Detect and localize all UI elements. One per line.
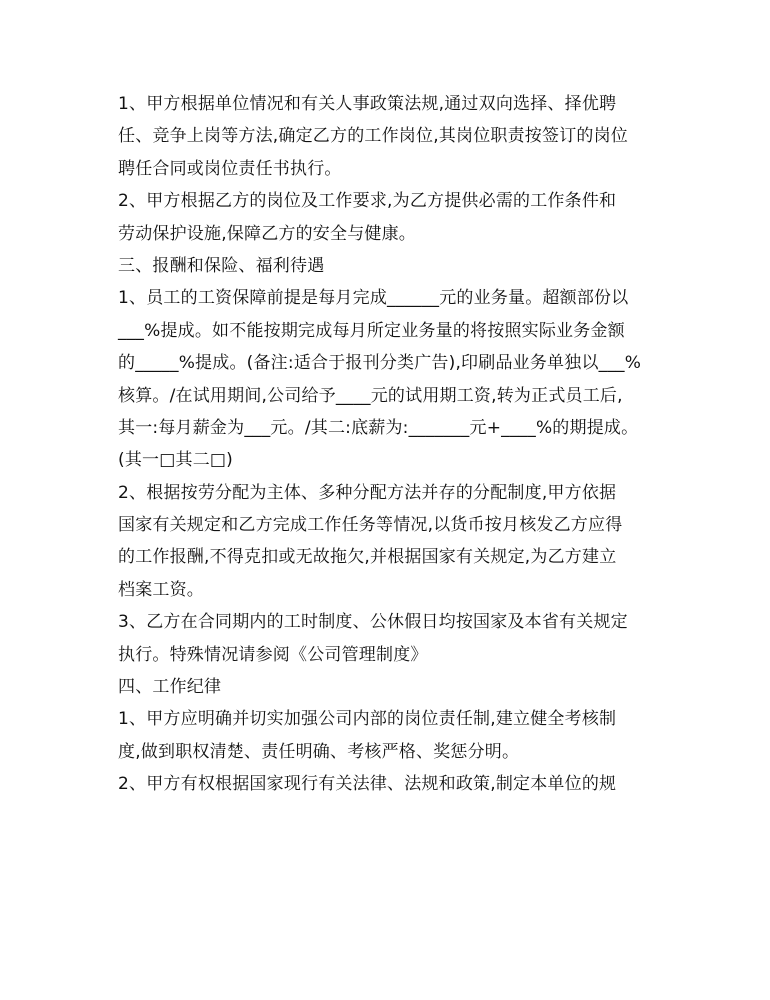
text-line: 度,做到职权清楚、责任明确、考核严格、奖惩分明。 — [118, 741, 520, 762]
text-line: 的工作报酬,不得克扣或无故拖欠,并根据国家有关规定,为乙方建立 — [118, 547, 617, 568]
section-heading: 三、报酬和保险、福利待遇 — [118, 255, 325, 276]
text-line: 2、根据按劳分配为主体、多种分配方法并存的分配制度,甲方依据 — [118, 482, 617, 503]
text-line: 国家有关规定和乙方完成工作任务等情况,以货币按月核发乙方应得 — [118, 515, 623, 536]
text-line: 任、竞争上岗等方法,确定乙方的工作岗位,其岗位职责按签订的岗位 — [118, 126, 629, 147]
text-line: 2、甲方有权根据国家现行有关法律、法规和政策,制定本单位的规 — [118, 774, 617, 795]
text-line: 劳动保护设施,保障乙方的安全与健康。 — [118, 223, 417, 244]
text-line: 执行。特殊情况请参阅《公司管理制度》 — [118, 644, 428, 665]
document-body — [118, 88, 663, 801]
text-line: 1、甲方根据单位情况和有关人事政策法规,通过双向选择、择优聘 — [118, 94, 617, 114]
text-line: 1、员工的工资保障前提是每月完成______元的业务量。超额部份以 — [118, 288, 629, 309]
text-line: 2、甲方根据乙方的岗位及工作要求,为乙方提供必需的工作条件和 — [118, 191, 617, 212]
text-line: 核算。/在试用期间,公司给予____元的试用期工资,转为正式员工后, — [118, 385, 623, 406]
text-line: ___%提成。如不能按期完成每月所定业务量的将按照实际业务金额 — [118, 320, 625, 341]
text-line: 的_____%提成。(备注:适合于报刊分类广告),印刷品业务单独以___% — [118, 353, 642, 374]
text-line: 3、乙方在合同期内的工时制度、公休假日均按国家及本省有关规定 — [118, 612, 628, 633]
text-line: 聘任合同或岗位责任书执行。 — [118, 158, 342, 179]
text-line: 其一:每月薪金为___元。/其二:底薪为:_______元+____%的期提成。 — [118, 417, 639, 438]
text-line: 1、甲方应明确并切实加强公司内部的岗位责任制,建立健全考核制 — [118, 709, 617, 730]
text-line: (其一□其二□) — [118, 450, 233, 471]
section-heading: 四、工作纪律 — [118, 677, 222, 698]
text-line: 档案工资。 — [118, 579, 204, 600]
